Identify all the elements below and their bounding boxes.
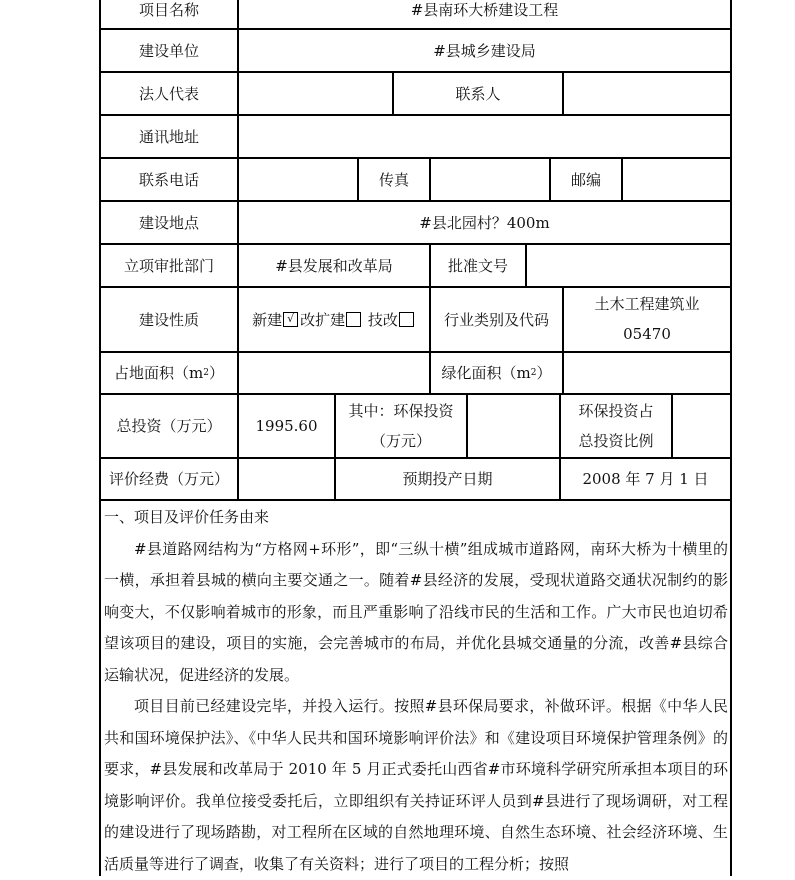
builder-label: 建设单位 [138,41,199,60]
nature-new-text: 新建 [252,310,283,329]
green-area-text: 绿化面积（m [441,364,531,382]
industry-code: 05470 [623,324,671,343]
total-inv-label: 总投资（万元） [116,417,222,435]
env-inv-label-line1: 其中：环保投资 [348,402,454,420]
project-name-label: 项目名称 [138,1,199,19]
start-date-value: 2008 年 7 月 1 日 [582,470,709,488]
approval-doc-label: 批准文号 [447,256,508,275]
nature-tech-checkbox[interactable] [399,312,414,327]
env-inv-label [336,395,466,457]
land-area-close: ） [208,364,224,382]
land-area-label: 占地面积（m 2 ） [101,353,237,393]
cell-divider [429,157,431,201]
eval-fee-label: 评价经费（万元） [108,470,229,488]
paragraph: 项目目前已经建设完毕，并投入运行。按照#县环保局要求，补做环评。根据《中华人民共和国环境保护法》、《中华人民共和国环境影响评价法》和《建设项目环境保护管理条例》的要求，#县发展和改革局于 2010 年 5 月正式委托山西省#市环境科学研究所承担本项目的环境影响评价。我单位接受委托后，立即组织有关持证环评人员到#县进行了现场调研，对工程的建设进行了现场踏勘，对工程所在区域的自然地理环境、自然生态环境、社会经济环境、生活质量等进行了调查，收集了有关资料；进行了项目的工程分析；按照 [104,697,728,873]
industry-value [564,287,730,350]
nature-label: 建设性质 [138,310,199,329]
approval-dept-label: 立项审批部门 [123,256,214,275]
builder-value: #县城乡建设局 [433,41,536,60]
total-inv-value: 1995.60 [255,417,318,435]
env-inv-label-line2: （万元） [370,432,431,450]
phone-label: 联系电话 [138,170,199,189]
env-ratio-label [561,395,671,457]
contact-label: 联系人 [455,84,501,103]
nature-expand-text: 改扩建 [300,310,346,329]
green-area-close: ） [536,364,552,382]
cell-divider [562,71,564,115]
site-label: 建设地点 [138,213,199,232]
row-divider [99,499,732,501]
legal-rep-label: 法人代表 [138,84,199,103]
fax-label: 传真 [378,170,409,189]
address-label: 通讯地址 [138,127,199,146]
nature-options [239,288,429,351]
start-date-label: 预期投产日期 [402,470,493,488]
table-border-right [730,0,732,876]
site-value: #县北园村？400m [419,213,550,232]
project-name-value: #县南环大桥建设工程 [410,1,559,19]
industry-label: 行业类别及代码 [443,310,549,329]
green-area-label: 绿化面积（m 2 ） [431,353,562,393]
cell-divider [466,393,468,458]
land-area-text: 占地面积（m [114,364,204,382]
nature-new-checkbox[interactable]: √ [283,312,298,327]
env-ratio-label-line2: 总投资比例 [578,432,654,450]
env-ratio-label-line1: 环保投资占 [578,402,654,420]
postcode-label: 邮编 [570,170,601,189]
cell-divider [621,157,623,201]
nature-expand-checkbox[interactable] [346,312,361,327]
project-background-section [100,502,730,880]
paragraph: #县道路网结构为“方格网+环形”，即“三纵十横”组成城市道路网，南环大桥为十横里的一横，承担着县城的横向主要交通之一。随着#县经济的发展，受现状道路交通状况制约的影响变大，不仅影响着城市的形象，而且严重影响了沿线市民的生活和工作。广大市民也迫切希望该项目的建设，项目的实施，会完善城市的布局，并优化县城交通量的分流，改善#县综合运输状况，促进经济的发展。 [104,539,728,684]
cell-divider [671,393,673,458]
cell-divider [525,243,527,287]
nature-tech-text: 技改 [367,310,398,329]
approval-dept-value: #县发展和改革局 [275,256,393,275]
section-heading: 一、项目及评价任务由来 [104,508,270,526]
industry-name: 土木工程建筑业 [594,294,700,313]
